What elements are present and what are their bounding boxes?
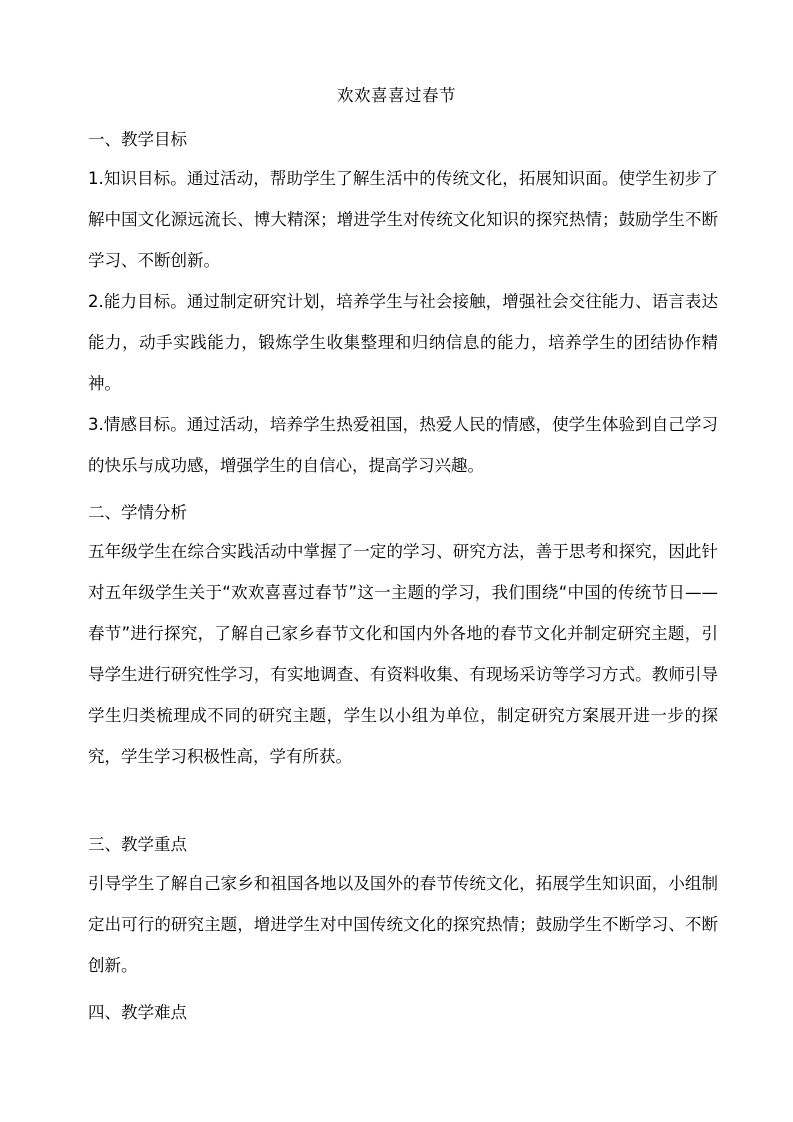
paragraph-ability-goal: 2.能力目标。通过制定研究计划，培养学生与社会接触，增强社会交往能力、语言表达能力，动手实践能力，锻炼学生收集整理和归纳信息的能力，培养学生的团结协作精神。: [88, 292, 718, 393]
section-heading-teaching-difficulty: 四、教学难点: [88, 1003, 187, 1022]
paragraph-learner-analysis: 五年级学生在综合实践活动中掌握了一定的学习、研究方法，善于思考和探究，因此针对五年级学生关于“欢欢喜喜过春节”这一主题的学习，我们围绕“中国的传统节日——春节”进行探究，了解自己家乡春节文化和国内外各地的春节文化并制定研究主题，引导学生进行研究性学习，有实地调查、有资料收集、有现场采访等学习方式。教师引导学生归类梳理成不同的研究主题，学生以小组为单位，制定研究方案展开进一步的探究，学生学习积极性高，学有所获。: [88, 542, 718, 766]
paragraph-emotion-goal: 3.情感目标。通过活动，培养学生热爱祖国，热爱人民的情感，使学生体验到自己学习的快乐与成功感，增强学生的自信心，提高学习兴趣。: [88, 415, 718, 475]
section-heading-teaching-goals: 一、教学目标: [88, 130, 187, 149]
paragraph-teaching-focus: 引导学生了解自己家乡和祖国各地以及国外的春节传统文化，拓展学生知识面，小组制定出可行的研究主题，增进学生对中国传统文化的探究热情；鼓励学生不断学习、不断创新。: [88, 874, 718, 975]
document-title: 欢欢喜喜过春节: [337, 86, 456, 105]
section-heading-learner-analysis: 二、学情分析: [88, 503, 187, 522]
section-heading-teaching-focus: 三、教学重点: [88, 835, 187, 854]
paragraph-knowledge-goal: 1.知识目标。通过活动，帮助学生了解生活中的传统文化，拓展知识面。使学生初步了解中国文化源远流长、博大精深；增进学生对传统文化知识的探究热情；鼓励学生不断学习、不断创新。: [88, 169, 718, 270]
